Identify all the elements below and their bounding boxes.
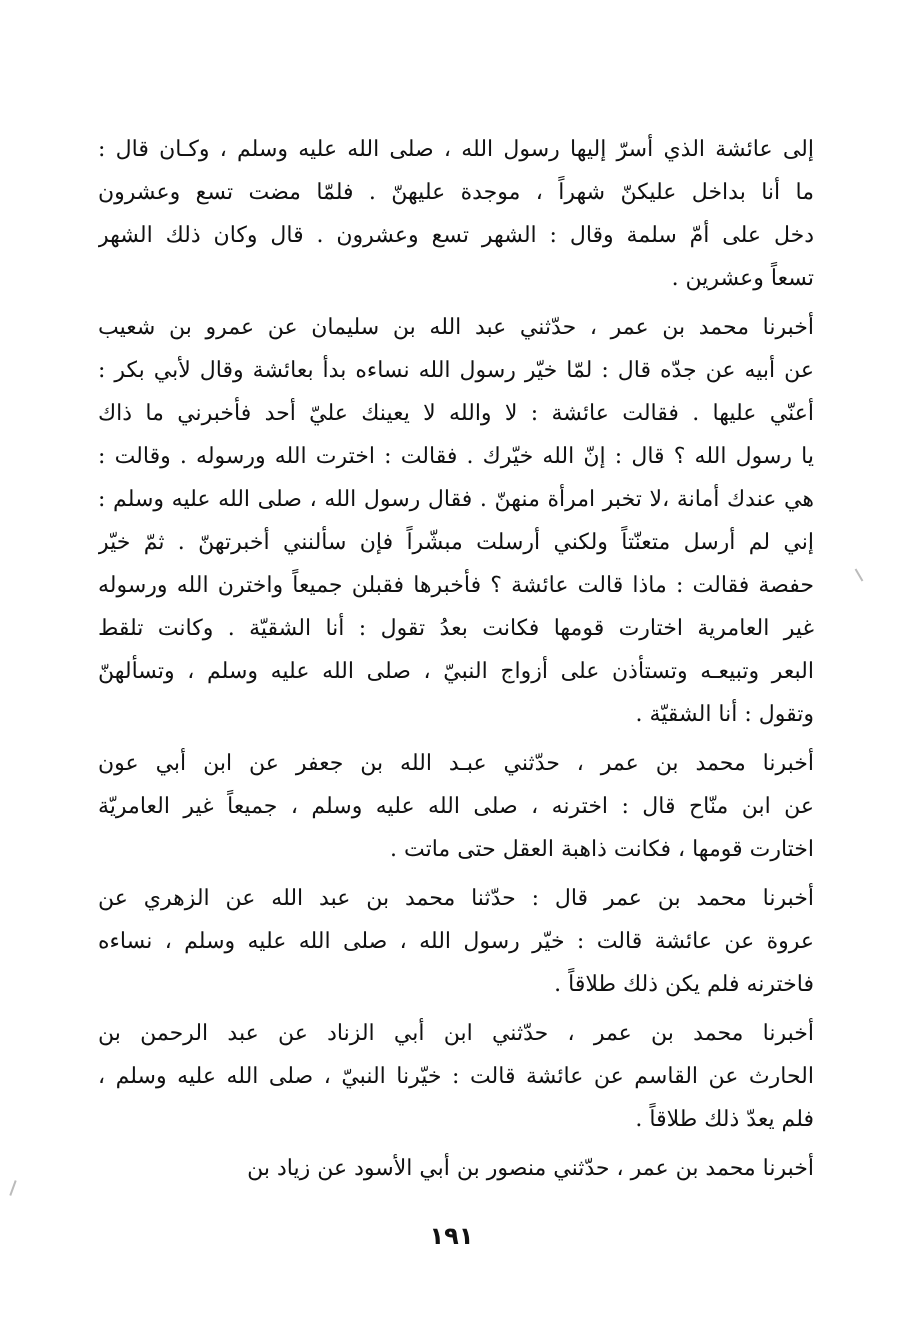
text-line: غير العامرية اختارت قومها فكانت بعدُ تقول : أنا الشقيّة . وكانت تلقط [98,616,814,641]
text-line: عروة عن عائشة قالت : خيّر رسول الله ، صلى الله عليه وسلم ، نساءه [98,929,814,954]
main-text [98,128,814,1196]
text-line: أخبرنا محمد بن عمر قال : حدّثنا محمد بن عبد الله عن الزهري عن [98,886,814,911]
paragraph [98,877,814,1006]
paragraph [98,128,814,300]
text-line: أخبرنا محمد بن عمر ، حدّثني ابن أبي الزناد عن عبد الرحمن بن [98,1021,814,1046]
text-line: أخبرنا محمد بن عمر ، حدّثني عبـد الله بن جعفر عن ابن أبي عون [98,751,814,776]
paragraph [98,1012,814,1141]
text-line: إلى عائشة الذي أسرّ إليها رسول الله ، صلى الله عليه وسلم ، وكـان قال : [98,137,814,162]
text-line: عن ابن منّاح قال : اخترنه ، صلى الله عليه وسلم ، جميعاً غير العامريّة [98,794,814,819]
text-line: حفصة فقالت : ماذا قالت عائشة ؟ فأخبرها فقبلن جميعاً واخترن الله ورسوله [98,573,814,598]
text-line: ما أنا بداخل عليكنّ شهراً ، موجدة عليهنّ . فلمّا مضت تسع وعشرون [98,180,814,205]
text-line: يا رسول الله ؟ قال : إنّ الله خيّرك . فقالت : اخترت الله ورسوله . وقالت : [98,444,814,469]
text-line: أخبرنا محمد بن عمر ، حدّثني منصور بن أبي الأسود عن زياد بن [247,1156,814,1181]
text-line: تسعاً وعشرين . [671,266,814,291]
text-line: هي عندك أمانة ،لا تخبر امرأة منهنّ . فقال رسول الله ، صلى الله عليه وسلم : [98,487,814,512]
paragraph [98,1147,814,1190]
text-line: أخبرنا محمد بن عمر ، حدّثني عبد الله بن سليمان عن عمرو بن شعيب [98,315,814,340]
text-line: فلم يعدّ ذلك طلاقاً . [635,1107,814,1132]
text-line: أعنّي عليها . فقالت عائشة : لا والله لا يعينك عليّ أحد فأخبرني ما ذاك [98,401,814,426]
text-line: الحارث عن القاسم عن عائشة قالت : خيّرنا النبيّ ، صلى الله عليه وسلم ، [98,1064,814,1089]
page-number: ١٩١ [429,1222,474,1250]
text-line: دخل على أمّ سلمة وقال : الشهر تسع وعشرون . قال وكان ذلك الشهر [98,223,814,248]
text-line: عن أبيه عن جدّه قال : لمّا خيّر رسول الله نساءه بدأ بعائشة وقال لأبي بكر : [98,358,814,383]
margin-mark [855,568,864,581]
margin-mark [9,1180,16,1196]
text-line: إني لم أرسل متعنّتاً ولكني أرسلت مبشّراً فإن سألنني أخبرتهنّ . ثمّ خيّر [98,530,814,555]
text-line: البعر وتبيعـه وتستأذن على أزواج النبيّ ، صلى الله عليه وسلم ، وتسألهنّ [98,659,814,684]
text-line: اختارت قومها ، فكانت ذاهبة العقل حتى ماتت . [390,837,814,862]
paragraph [98,306,814,736]
text-line: وتقول : أنا الشقيّة . [635,702,814,727]
text-line: فاخترنه فلم يكن ذلك طلاقاً . [554,972,814,997]
paragraph [98,742,814,871]
